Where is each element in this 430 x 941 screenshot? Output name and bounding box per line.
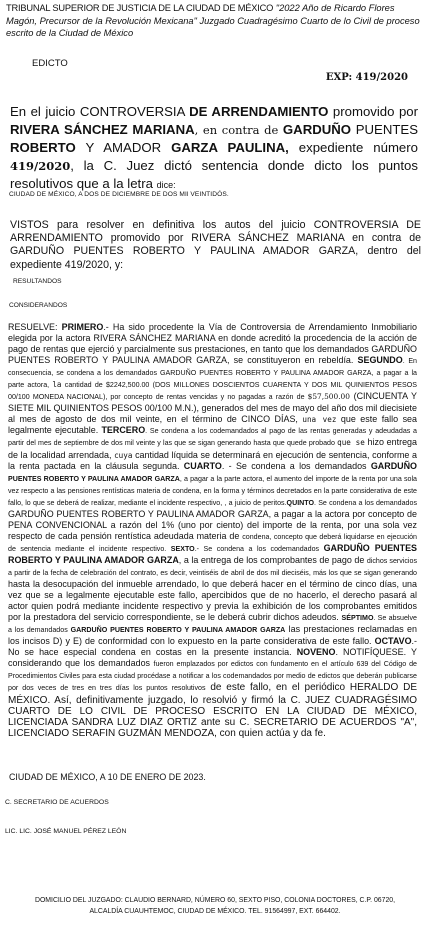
resolutive-points [0,322,430,739]
court-address: DOMICILIO DEL JUZGADO: CLAUDIO BERNARD, NÚMERO 60, SEXTO PISO, COLONIA DOCTORES, C.P. 06720, ALCALDÍA CUAUHTEMOC, CIUDAD DE MÉXICO. TEL. 91564997, EXT. 664402. [34,897,396,915]
body-text: .- Ha sido procedente la Vía de Controversia de Arrendamiento Inmobiliario elegida por la actora RIVERA SÁNCHEZ MARIANA en donde acreditó la procedencia de la acción de pago de rentas que ejerció y parcialmente sus prestaciones, en tanto que los demandados GARDUÑO PUENTES ROBERTO Y PAULINA AMADOR GARZA, se constituyeron en rebeldía. [8,322,417,366]
body-text: .- No se hace especial condena en costas en la presente instancia. [8,636,417,658]
body-text: . En consecuencia, se condena a los demandados GARDUÑO PUENTES ROBERTO Y PAULINA AMADOR GARZA, a pagar a la parte actora, [8,357,417,390]
document-title: EDICTO [32,58,68,69]
body-text: fueron emplazados por edictos con fundamento en el artículo 639 del Código de Procedimientos Civiles para esta ciudad procédase a notificar a los codemandados por medio de edictos que deberán publicarse por dos veces de tres en tres días los puntos resolutivos [8,660,417,693]
body-text: , a pagar a la parte actora, el aumento del importe de la renta por una sola vez respecto a las pensiones rentísticas materia de condena, en la forma y términos decretados en la parte considerativa de este fallo, lo que se deberá de realizar, mediante el incidente respectivo, [8,474,417,507]
body-bold: PUENTES ROBERTO Y PAULINA AMADOR GARZA [8,474,180,483]
body-text: . Se absuelve a los demandados [8,614,417,635]
header-motto: "2022 Año de Ricardo Flores Magón, Precursor de la Revolución Mexicana" Juzgado Cuadragésimo Cuarto de lo Civil de proceso escrito de la Ciudad de México [6,3,420,39]
vistos-paragraph: VISTOS para resolver en definitiva los autos del juicio CONTROVERSIA DE ARRENDAMIENTO promovido por RIVERA SÁNCHEZ MARIANA en contra de GARDUÑO PUENTES ROBERTO Y PAULINA AMADOR GARZA, dentro del expediente 419/2020, y: [10,219,421,271]
body-text: GARDUÑO PUENTES ROBERTO Y PAULINA AMADOR GARZA, a pagar a la actora por concepto de PENA CONVENCIONAL a razón del 1% (uno por ciento) del importe de la renta, por una sola vez respecto de cada pensión rentística adeudada materia de [8,508,417,541]
body-text: cantidad líquida se determinará en ejecución de sentencia, conforme a la renta pactada en la cláusula segunda. [8,449,418,471]
body-text: dichos servicios a partir de la fecha de celebración del contrato, es decir, veintiséis de abril de dos mil dieciséis, más los que se sigan generando [8,556,417,577]
body-text: RESUELVE: [8,322,62,332]
intro-text: , en contra de [194,122,283,137]
body-text: condena, concepto que deberá liquidarse en ejecución de sentencia mediante el incidente respectivo. [8,532,417,553]
publication-date: CIUDAD DE MÉXICO, A 10 DE ENERO DE 2023. [9,772,206,782]
body-text: . - Se condena a los demandados [221,460,371,471]
sentence-date: CIUDAD DE MÉXICO, A DOS DE DICIEMBRE DE DOS MIl VEINTIDÓS. [9,191,229,198]
considerandos-heading: CONSIDERANDOS [9,302,68,309]
body-text: que se [337,438,365,448]
intro-paragraph [0,103,430,195]
intro-bold: RIVERA SÁNCHEZ MARIANA [10,121,195,137]
body-text: hasta la desocupación del inmueble arrendado, lo que deberá hacer en el término de cinco días, una vez que se a legalmente ejecutable este fallo, apercibidos que de no hacerlo, el derecho pasará al actor quien podrá mediante incidente respectivo y previa la exhibición de los comprobantes emitidos por la prestadora del servicio correspondiente, se le deberá cubrir dichos adeudos. [8,579,417,623]
secretary-title: C. SECRETARIO DE ACUERDOS [5,799,109,806]
body-text: hizo entrega de la localidad arrendada, [8,437,417,460]
intro-text: , la C. Juez dictó sentencia donde dicto los puntos resolutivos que a la letra [10,157,418,191]
file-number: EXP: 419/2020 [325,72,408,83]
body-text: cuya [114,450,133,460]
intro-bold: ROBERTO [10,140,76,155]
body-text: la [52,380,62,390]
body-text: , a la entrega de los comprobantes de pago de [178,554,367,565]
point-label: SEXTO [166,544,195,553]
body-text: . Se condena a los codemandados al pago de las rentas generadas y adeudadas a partir del mes de septiembre de dos mil veinte y las que se sigan generando hasta que quede probado [8,427,418,448]
point-label: NOVENO [296,647,336,658]
body-bold: GARDUÑO PUENTES ROBERTO Y PAULINA AMADOR GARZA [70,626,286,635]
intro-bold: GARZA PAULINA, [171,140,289,155]
point-label: OCTAVO [374,636,412,647]
body-bold: GARDUÑO PUENTES ROBERTO Y PAULINA AMADOR GARZA [8,542,417,565]
point-label: CUARTO [183,460,222,471]
body-text: (CINCUENTA Y SIETE MIL QUINIENTOS PESOS 00/100 M.N.), generados del mes de mayo del año dos mil diecisiete al mes de agosto de dos mil veinte, en el término de CINCO DÍAS, [8,391,417,425]
body-text: . Se condena a los demandados [314,498,417,507]
title-row [0,58,430,86]
body-text: de este fallo, en el periódico HERALDO DE MÉXICO. Así, definitivamente juzgado, lo resolvió y firmó la C. JUEZ CUADRAGÉSIMO CUARTO DE LO CIVIL DE PROCESO ESCRITO EN LA CIUDAD DE MÉXICO, LICENCIADA SANDRA LUZ DIAZ ORTIZ ante su C. SECRETARIO DE ACUERDOS "A", LICENCIADO SERAFIN GUZMÁN MENDOZA, con quien actúa y da fe. [8,682,417,739]
intro-text: Y AMADOR [75,140,172,155]
body-text: . NOTIFÍQUESE. Y considerando que los demandados [8,647,417,669]
court-name: TRIBUNAL SUPERIOR DE JUSTICIA DE LA CIUDAD DE MÉXICO [6,3,274,13]
point-label: QUINTO [286,498,315,507]
point-label: PRIMERO [61,322,104,332]
point-label: SEGUNDO [357,355,403,366]
body-bold: GARDUÑO [370,460,418,471]
body-text: que este fallo sea legalmente ejecutable. [8,414,417,436]
secretary-name: LIC. LIC. JOSÉ MANUEL PÉREZ LEÓN [5,828,127,835]
intro-text: expediente número [288,140,418,155]
body-text: cantidad de $2242,500.00 (DOS MILLONES DOSCIENTOS CUARENTA Y DOS MIL QUINIENTOS PESOS 00/100 MONEDA NACIONAL), por concepto de rentas vencidas y no pagadas a razón de [8,381,417,402]
point-label: TERCERO [101,425,146,436]
intro-bold: DE ARRENDAMIENTO [189,104,329,119]
intro-bold: 419/2020 [10,158,71,173]
intro-text: PUENTES [351,121,418,137]
body-text: , a juicio de peritos. [224,498,287,507]
intro-text: En el juicio CONTROVERSIA [10,104,190,119]
court-header [0,2,430,40]
body-text: .- Se condena a los codemandados [194,544,324,553]
body-text: una vez [302,415,337,425]
resultandos-heading: RESULTANDOS [13,278,62,285]
point-label: SÉPTIMO [341,614,374,623]
intro-text: promovido por [328,104,418,119]
intro-text: dice: [156,180,176,190]
body-text: las prestaciones reclamadas en los incisos D) y E) de conformidad con lo expuesto en la parte considerativa de este fallo. [8,624,417,647]
body-text: $57,500.00 [307,392,350,402]
intro-bold: GARDUÑO [282,121,352,137]
